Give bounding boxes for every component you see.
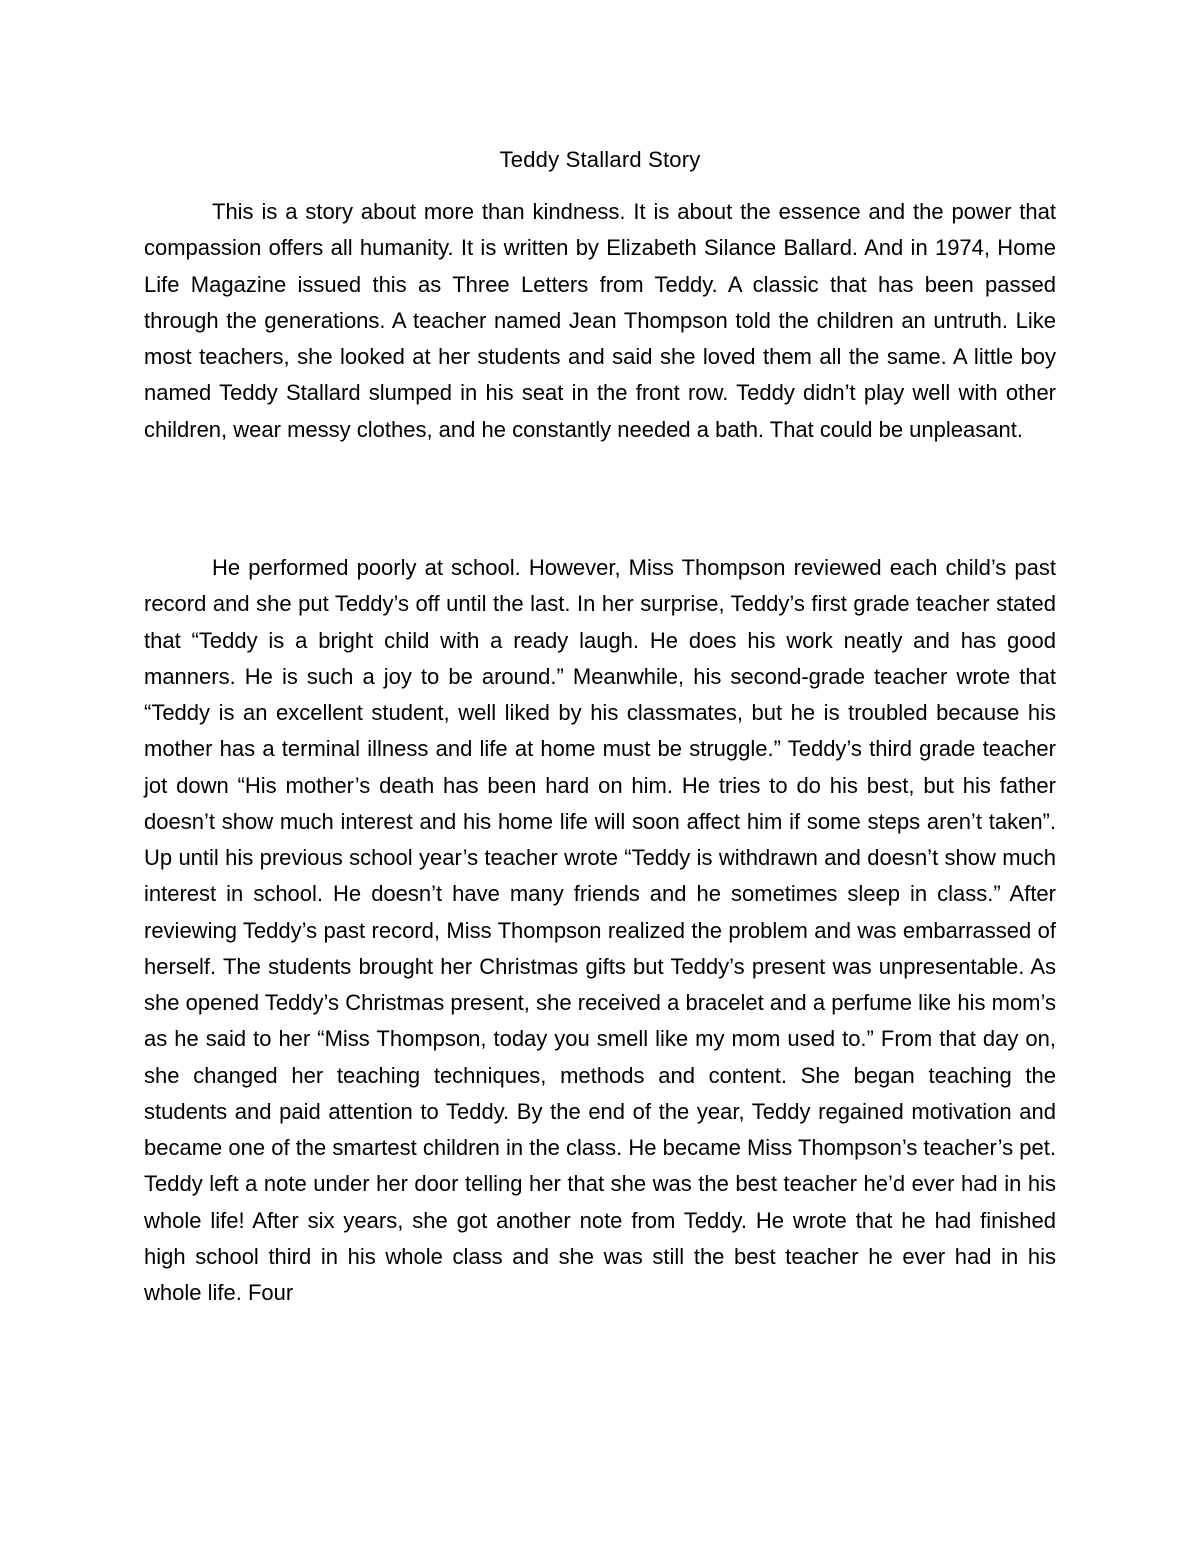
document-title: Teddy Stallard Story (499, 147, 701, 172)
paragraph-1: This is a story about more than kindness. It is about the essence and the power that compassion offers all humanity. It is written by Elizabeth Silance Ballard. And in 1974, Home Life Magazine issued this as Three Letters from Teddy. A classic that has been passed through the generations. A teacher named Jean Thompson told the children an untruth. Like most teachers, she looked at her students and said she loved them all the same. A little boy named Teddy Stallard slumped in his seat in the front row. Teddy didn’t play well with other children, wear messy clothes, and he constantly needed a bath. That could be unpleasant. (144, 199, 1056, 442)
paragraph-2: He performed poorly at school. However, Miss Thompson reviewed each child’s past record and she put Teddy’s off until the last. In her surprise, Teddy’s first grade teacher stated that “Teddy is a bright child with a ready laugh. He does his work neatly and has good manners. He is such a joy to be around.” Meanwhile, his second-grade teacher wrote that “Teddy is an excellent student, well liked by his classmates, but he is troubled because his mother has a terminal illness and life at home must be struggle.” Teddy’s third grade teacher jot down “His mother’s death has been hard on him. He tries to do his best, but his father doesn’t show much interest and his home life will soon affect him if some steps aren’t taken”. Up until his previous school year’s teacher wrote “Teddy is withdrawn and doesn’t show much interest in school. He doesn’t have many friends and he sometimes sleep in class.” After reviewing Teddy’s past record, Miss Thompson realized the problem and was embarrassed of herself. The students brought her Christmas gifts but Teddy’s present was unpresentable. As she opened Teddy’s Christmas present, she received a bracelet and a perfume like his mom’s as he said to her “Miss Thompson, today you smell like my mom used to.” From that day on, she changed her teaching techniques, methods and content. She began teaching the students and paid attention to Teddy. By the end of the year, Teddy regained motivation and became one of the smartest children in the class. He became Miss Thompson’s teacher’s pet. Teddy left a note under her door telling her that she was the best teacher he’d ever had in his whole life! After six years, she got another note from Teddy. He wrote that he had finished high school third in his whole class and she was still the best teacher he ever had in his whole life. Four (144, 555, 1056, 1305)
